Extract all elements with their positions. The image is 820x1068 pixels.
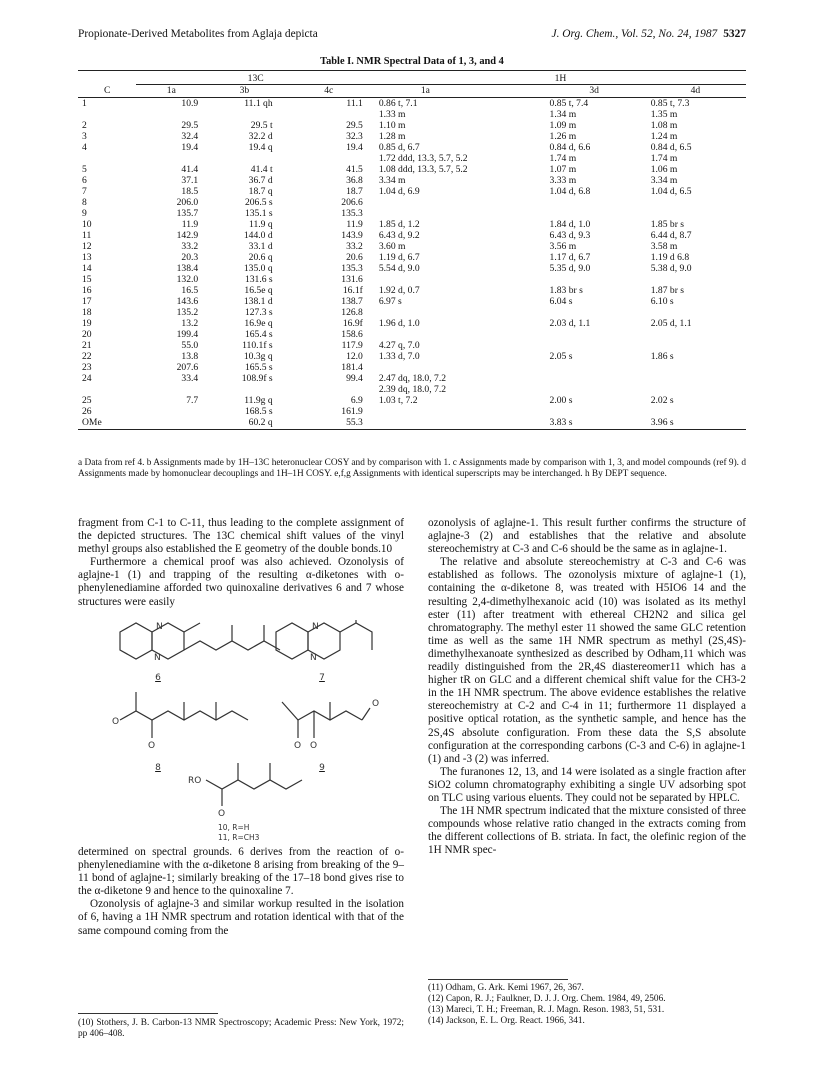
table-cell: 0.86 t, 7.1 1.33 m <box>378 98 418 120</box>
table-cell: 117.9 <box>341 340 363 351</box>
table-row <box>78 230 746 241</box>
journal-citation <box>552 28 746 40</box>
carbon-label: OMe <box>78 417 136 430</box>
table-cell: 3.83 s <box>544 417 645 430</box>
table-cell: 1.08 m <box>650 120 678 131</box>
left-column-bottom <box>78 846 404 938</box>
table-cell: 6.43 d, 9.3 <box>549 230 591 241</box>
table-cell: 6.04 s <box>549 296 573 307</box>
carbon-label: 20 <box>82 329 92 340</box>
table-row <box>78 417 746 430</box>
table-cell: 16.9e q <box>244 318 273 329</box>
paragraph: The furanones 12, 13, and 14 were isolated as a single fraction after SiO2 column chromatography exhibiting a single UV adsorbing spot on TLC using various eluents. They could not be separated by HPLC. <box>428 765 746 804</box>
table-cell: 16.9f <box>342 318 363 329</box>
table-cell: 16.1f <box>342 285 363 296</box>
table-cell: 158.6 <box>341 329 363 340</box>
table-cell: 199.4 <box>176 329 199 340</box>
table-caption: Table I. NMR Spectral Data of 1, 3, and 4 <box>320 56 504 67</box>
table-cell: 36.8 <box>346 175 363 186</box>
right-column <box>428 517 746 857</box>
table-footnote: a Data from ref 4. b Assignments made by 1H–13C heteronuclear COSY and by comparison with 1. c Assignments made by comparison with 1, 3, and model compounds (ref 9). d Assignments made by homonuclear decouplings and 1H–1H COSY. e,f,g Assignments with identical superscripts may be interchanged. h By DEPT sequence. <box>78 458 746 479</box>
table-cell <box>136 406 206 417</box>
table-row <box>78 274 746 285</box>
table-cell: 5.38 d, 9.0 <box>650 263 692 274</box>
table-cell: 3.58 m <box>650 241 678 252</box>
svg-text:O: O <box>372 699 380 709</box>
table-cell <box>375 197 544 208</box>
table-cell: 126.8 <box>341 307 363 318</box>
table-row <box>78 186 746 197</box>
paragraph: Furthermore a chemical proof was also achieved. Ozonolysis of aglajne-1 (1) and trapping of the resulting α-diketones with o-phenylenediamine afforded two quinoxaline derivatives 6 and 7 whose structures were easily <box>78 556 404 608</box>
svg-text:O: O <box>148 741 156 751</box>
compound-label-8: 8 <box>155 763 161 773</box>
table-cell: 132.0 <box>176 274 199 285</box>
footnotes-right <box>428 983 746 1027</box>
svg-text:N: N <box>310 653 317 663</box>
running-title: Propionate-Derived Metabolites from Aglaja depicta <box>78 28 318 40</box>
table-cell: 33.2 <box>346 241 363 252</box>
group-1h-header: 1H <box>375 71 746 85</box>
table-cell: 19.4 <box>346 142 363 153</box>
table-cell <box>645 329 746 340</box>
table-cell: 144.0 d <box>243 230 273 241</box>
compound-label-9: 9 <box>319 763 325 773</box>
carbon-label: 14 <box>82 263 92 274</box>
table-cell <box>544 362 645 373</box>
table-row <box>78 307 746 318</box>
table-cell: 1.33 d, 7.0 <box>378 351 420 362</box>
table-cell: 1.04 d, 6.5 <box>650 186 692 197</box>
carbon-label: 18 <box>82 307 92 318</box>
table-cell: 168.5 s <box>244 406 273 417</box>
table-cell: 1.85 d, 1.2 <box>378 219 420 230</box>
table-cell: 3.34 m <box>650 175 678 186</box>
svg-text:O: O <box>112 717 120 727</box>
table-cell: 0.85 t, 7.4 1.34 m <box>549 98 589 120</box>
column-header-carbon: C <box>78 85 136 98</box>
table-cell <box>375 274 544 285</box>
carbon-label: 21 <box>82 340 92 351</box>
table-row <box>78 285 746 296</box>
column-header: 1a <box>136 85 206 98</box>
svg-text:O: O <box>294 741 302 751</box>
paragraph: The relative and absolute stereochemistry at C-3 and C-6 was established as follows. The ozonolysis mixture of aglajne-1 (1), containing the α-diketone 8, was treated with H5IO6 14 and the resulting 2,4-dimethylhexanoic acid (10) was isolated as its methyl ester (11) after treatment with ethereal CH2N2 and silica gel chromatography. The methyl ester 11 showed the same GLC retention time as well as the same 1H NMR spectrum as methyl (2S,4S)-dimethylhexanoate synthesized as described by Odham,11 which was readily distinguished from the 2R,4S diastereomer11 which has a higher tR on GLC and a different chemical shift value for the CH3-2 in the 1H NMR spectrum. The above evidence establishes the relative stereochemistry at C-2 and C-4 in 11; furthermore 11 displayed a positive optical rotation, as the synthetic sample, and hence has the 2S,4S absolute configuration. From these data the S,S absolute configuration at the corresponding carbons (C-3 and C-6) in aglajne-1 (1) and -3 (2) was inferred. <box>428 556 746 765</box>
table-cell: 60.2 q <box>206 417 282 430</box>
table-cell <box>544 340 645 351</box>
carbon-label: 15 <box>82 274 92 285</box>
carbon-label: 11 <box>82 230 92 241</box>
svg-text:N: N <box>154 653 161 663</box>
table-cell: 32.4 <box>181 131 199 142</box>
table-cell <box>544 197 645 208</box>
column-header: 4c <box>283 85 375 98</box>
table-cell <box>645 362 746 373</box>
reference: (13) Mareci, T. H.; Freeman, R. J. Magn. Reson. 1983, 51, 531. <box>428 1005 665 1015</box>
carbon-label: 19 <box>82 318 92 329</box>
svg-text:N: N <box>156 622 163 632</box>
compound-label-7: 7 <box>319 673 325 683</box>
chemical-structures <box>90 620 390 844</box>
table-cell: 29.5 t <box>250 120 273 131</box>
carbon-label: 10 <box>82 219 92 230</box>
table-cell: 1.24 m <box>650 131 678 142</box>
carbon-label: 8 <box>82 197 87 208</box>
carbon-label: 4 <box>82 142 87 153</box>
table-cell: 16.5e q <box>244 285 273 296</box>
table-cell: 11.1 qh <box>244 98 273 109</box>
carbon-label: 26 <box>82 406 92 417</box>
table-cell: 143.6 <box>176 296 199 307</box>
table-cell: 11.9g q <box>244 395 273 406</box>
table-cell: 29.5 <box>181 120 199 131</box>
table-cell: 0.85 d, 6.7 1.72 ddd, 13.3, 5.7, 5.2 <box>378 142 468 164</box>
carbon-label: 17 <box>82 296 92 307</box>
table-cell: 135.7 <box>176 208 199 219</box>
table-cell: 4.27 q, 7.0 <box>378 340 420 351</box>
table-cell: 3.56 m <box>549 241 577 252</box>
side-chain-6 <box>184 623 200 632</box>
table-cell <box>645 274 746 285</box>
table-row <box>78 142 746 164</box>
table-cell: 1.26 m <box>549 131 577 142</box>
carbon-label: 6 <box>82 175 87 186</box>
table-cell <box>544 329 645 340</box>
table-cell <box>544 208 645 219</box>
table-cell: 138.7 <box>341 296 363 307</box>
table-cell: 5.35 d, 9.0 <box>549 263 591 274</box>
table-cell: 6.43 d, 9.2 <box>378 230 420 241</box>
carbon-label: 23 <box>82 362 92 373</box>
compound-label-11: 11, R=CH3 <box>218 833 260 842</box>
table-row <box>78 362 746 373</box>
table-cell: 1.28 m <box>378 131 406 142</box>
table-cell: 5.54 d, 9.0 <box>378 263 420 274</box>
table-row <box>78 329 746 340</box>
table-row <box>78 197 746 208</box>
reference: (12) Capon, R. J.; Faulkner, D. J. J. Org. Chem. 1984, 49, 2506. <box>428 994 666 1004</box>
table-cell: 32.2 d <box>248 131 273 142</box>
table-cell: 2.00 s <box>549 395 573 406</box>
table-cell: 206.0 <box>176 197 199 208</box>
table-cell: 2.02 s <box>650 395 674 406</box>
paragraph: Ozonolysis of aglajne-3 and similar workup resulted in the isolation of 6, having a 1H NMR spectrum and rotation identical with that of the same compound coming from the <box>78 898 404 937</box>
table-row <box>78 340 746 351</box>
table-cell: 19.4 <box>181 142 199 153</box>
table-cell: 6.97 s <box>378 296 402 307</box>
table-cell: 165.5 s <box>244 362 273 373</box>
table-cell: 1.04 d, 6.8 <box>549 186 591 197</box>
table-cell: 18.7 <box>346 186 363 197</box>
carbon-label: 2 <box>82 120 87 131</box>
running-header <box>78 28 746 44</box>
table-cell: 1.04 d, 6.9 <box>378 186 420 197</box>
table-cell <box>375 362 544 373</box>
table-cell: 1.92 d, 0.7 <box>378 285 420 296</box>
reference: (14) Jackson, E. L. Org. React. 1966, 341. <box>428 1016 585 1026</box>
reference: (10) Stothers, J. B. Carbon-13 NMR Spectroscopy; Academic Press: New York, 1972; pp 406–408. <box>78 1018 404 1039</box>
table-row <box>78 241 746 252</box>
table-cell: 32.3 <box>346 131 363 142</box>
table-cell <box>645 373 746 395</box>
paragraph: fragment from C-1 to C-11, thus leading to the complete assignment of the depicted structures. The 13C chemical shift values of the vinyl methyl groups also established the E geometry of the double bonds.10 <box>78 517 404 556</box>
table-cell: 19.4 q <box>248 142 273 153</box>
table-cell: 37.1 <box>181 175 199 186</box>
table-cell: 33.2 <box>181 241 199 252</box>
table-cell: 55.0 <box>181 340 199 351</box>
table-cell: 1.08 ddd, 13.3, 5.7, 5.2 <box>378 164 468 175</box>
side-chain-6b <box>184 641 280 650</box>
column-header: 3d <box>544 85 645 98</box>
table-cell: 16.5 <box>181 285 199 296</box>
table-cell: 20.3 <box>181 252 199 263</box>
table-cell: 206.6 <box>341 197 363 208</box>
table-cell: 2.05 d, 1.1 <box>650 318 692 329</box>
table-cell: 131.6 <box>341 274 363 285</box>
table-cell: 2.05 s <box>549 351 573 362</box>
table-cell: 13.8 <box>181 351 199 362</box>
page-number: 5327 <box>723 28 746 40</box>
carbon-label: 24 <box>82 373 92 384</box>
compound-label-10: 10, R=H <box>218 823 250 832</box>
table-row <box>78 120 746 131</box>
ro-group: RO <box>188 776 202 786</box>
table-cell: 165.4 s <box>244 329 273 340</box>
carbon-label: 5 <box>82 164 87 175</box>
table-cell: 2.47 dq, 18.0, 7.2 2.39 dq, 18.0, 7.2 <box>378 373 447 395</box>
table-cell: 135.3 <box>341 208 363 219</box>
table-cell: 1.09 m <box>549 120 577 131</box>
paragraph: The 1H NMR spectrum indicated that the mixture consisted of three compounds whose relative ratio changed in the extracts coming from the different collections of B. striata. In fact, the olefinic region of the 1H NMR spec- <box>428 805 746 857</box>
table-cell: 55.3 <box>283 417 375 430</box>
table-cell: 138.4 <box>176 263 199 274</box>
table-cell: 11.1 <box>346 98 363 109</box>
table-cell: 10.9 <box>181 98 199 109</box>
carbon-label: 7 <box>82 186 87 197</box>
table-cell: 99.4 <box>346 373 363 384</box>
table-row <box>78 175 746 186</box>
table-row <box>78 406 746 417</box>
table-row <box>78 164 746 175</box>
table-cell <box>375 307 544 318</box>
journal-info: J. Org. Chem., Vol. 52, No. 24, 1987 <box>551 28 718 40</box>
table-cell <box>645 406 746 417</box>
table-cell: 41.5 <box>346 164 363 175</box>
table-row <box>78 351 746 362</box>
table-cell <box>544 373 645 395</box>
svg-text:O: O <box>310 741 318 751</box>
table-cell: 3.60 m <box>378 241 406 252</box>
table-cell: 1.86 s <box>650 351 674 362</box>
table-cell: 18.7 q <box>248 186 273 197</box>
table-row <box>78 318 746 329</box>
table-cell: 3.33 m <box>549 175 577 186</box>
svg-text:N: N <box>312 622 319 632</box>
table-cell: 1.07 m <box>549 164 577 175</box>
column-header: 3b <box>206 85 282 98</box>
table-cell: 20.6 q <box>248 252 273 263</box>
table-cell: 1.87 br s <box>650 285 685 296</box>
footnote-rule-right <box>428 979 568 980</box>
table-cell: 33.1 d <box>248 241 273 252</box>
table-cell <box>645 340 746 351</box>
table-cell: 127.3 s <box>244 307 273 318</box>
table-cell: 206.5 s <box>244 197 273 208</box>
table-cell: 1.83 br s <box>549 285 583 296</box>
compound-label-6: 6 <box>155 673 161 683</box>
table-cell <box>375 417 544 430</box>
table-cell: 6.10 s <box>650 296 674 307</box>
table-cell: 6.44 d, 8.7 <box>650 230 692 241</box>
paragraph: ozonolysis of aglajne-1. This result further confirms the structure of aglajne-3 (2) and establishes that the relative and absolute stereochemistry at C-3 and C-6 should be the same as in aglajne-1. <box>428 517 746 556</box>
table-cell: 143.9 <box>341 230 363 241</box>
table-cell: 7.7 <box>186 395 199 406</box>
table-cell: 0.84 d, 6.6 1.74 m <box>549 142 591 164</box>
table-cell <box>375 406 544 417</box>
table-cell: 2.03 d, 1.1 <box>549 318 591 329</box>
left-column-top <box>78 517 404 609</box>
table-row <box>78 98 746 121</box>
table-cell: 41.4 <box>181 164 199 175</box>
table-cell <box>645 208 746 219</box>
benzene-ring-6 <box>120 623 152 659</box>
table-cell: 3.34 m <box>378 175 406 186</box>
table-cell: 3.96 s <box>645 417 746 430</box>
table-cell: 11.9 q <box>249 219 273 230</box>
table-cell: 1.19 d 6.8 <box>650 252 690 263</box>
table-cell: 161.9 <box>341 406 363 417</box>
table-cell: 138.1 d <box>243 296 273 307</box>
table-cell: 135.1 s <box>244 208 273 219</box>
nmr-table-body <box>78 98 746 430</box>
table-cell: 11.9 <box>346 219 363 230</box>
carbon-label: 22 <box>82 351 92 362</box>
table-cell: 0.84 d, 6.5 1.74 m <box>650 142 692 164</box>
benzene-ring-7 <box>276 623 308 659</box>
table-cell: 1.10 m <box>378 120 406 131</box>
table-cell: 207.6 <box>176 362 199 373</box>
table-cell: 29.5 <box>346 120 363 131</box>
table-cell: 181.4 <box>341 362 363 373</box>
table-cell: 1.84 d, 1.0 <box>549 219 591 230</box>
table-cell: 12.0 <box>346 351 363 362</box>
table-cell: 135.2 <box>176 307 199 318</box>
table-cell: 6.9 <box>350 395 363 406</box>
table-cell: 0.85 t, 7.3 1.35 m <box>650 98 690 120</box>
table-row <box>78 395 746 406</box>
carbon-label: 16 <box>82 285 92 296</box>
table-cell: 1.17 d, 6.7 <box>549 252 591 263</box>
table-cell <box>544 274 645 285</box>
table-cell <box>544 406 645 417</box>
table-cell: 18.5 <box>181 186 199 197</box>
svg-text:O: O <box>218 809 226 819</box>
column-header: 1a <box>375 85 544 98</box>
table-row <box>78 131 746 142</box>
table-row <box>78 263 746 274</box>
footnote-rule-left <box>78 1013 218 1014</box>
table-cell: 142.9 <box>176 230 199 241</box>
table-row <box>78 373 746 395</box>
carbon-label: 25 <box>82 395 92 406</box>
table-row <box>78 219 746 230</box>
table-cell <box>375 329 544 340</box>
table-corner <box>78 71 136 85</box>
table-cell: 110.1f s <box>242 340 273 351</box>
table-cell: 13.2 <box>181 318 199 329</box>
table-cell: 1.06 m <box>650 164 678 175</box>
carbon-label: 13 <box>82 252 92 263</box>
table-cell: 20.6 <box>346 252 363 263</box>
table-cell: 36.7 d <box>248 175 273 186</box>
group-13c-header: 13C <box>136 71 374 85</box>
structure-figure <box>90 620 390 844</box>
table-cell <box>645 197 746 208</box>
table-cell <box>375 208 544 219</box>
table-cell: 1.03 t, 7.2 <box>378 395 418 406</box>
footnotes-left <box>78 1018 404 1040</box>
table-cell: 1.96 d, 1.0 <box>378 318 420 329</box>
table-cell: 10.3g q <box>243 351 273 362</box>
table-cell: 108.9f s <box>241 373 273 384</box>
paragraph: determined on spectral grounds. 6 derives from the reaction of o-phenylenediamine with the α-diketone 8 arising from breaking of the 9–11 bond of aglajne-1; similarly breaking of the 17–18 bond gives rise to the α-diketone 9 and hence to the quinoxaline 7. <box>78 846 404 898</box>
table-row <box>78 208 746 219</box>
nmr-table <box>78 70 746 430</box>
table-cell <box>136 417 206 430</box>
ester-10-11 <box>206 780 302 789</box>
carbon-label: 12 <box>82 241 92 252</box>
table-cell: 33.4 <box>181 373 199 384</box>
table-row <box>78 252 746 263</box>
carbon-label: 1 <box>82 98 87 109</box>
table-cell: 1.85 br s <box>650 219 685 230</box>
table-cell <box>645 307 746 318</box>
carbon-label: 3 <box>82 131 87 142</box>
reference: (11) Odham, G. Ark. Kemi 1967, 26, 367. <box>428 983 584 993</box>
column-header: 4d <box>645 85 746 98</box>
table-cell: 1.19 d, 6.7 <box>378 252 420 263</box>
table-cell: 41.4 t <box>250 164 273 175</box>
table-cell: 135.0 q <box>243 263 273 274</box>
table-cell: 11.9 <box>181 219 199 230</box>
diketone-9 <box>282 702 362 720</box>
table-cell <box>544 307 645 318</box>
table-row <box>78 296 746 307</box>
carbon-label: 9 <box>82 208 87 219</box>
table-cell: 135.3 <box>341 263 363 274</box>
table-cell: 131.6 s <box>244 274 273 285</box>
